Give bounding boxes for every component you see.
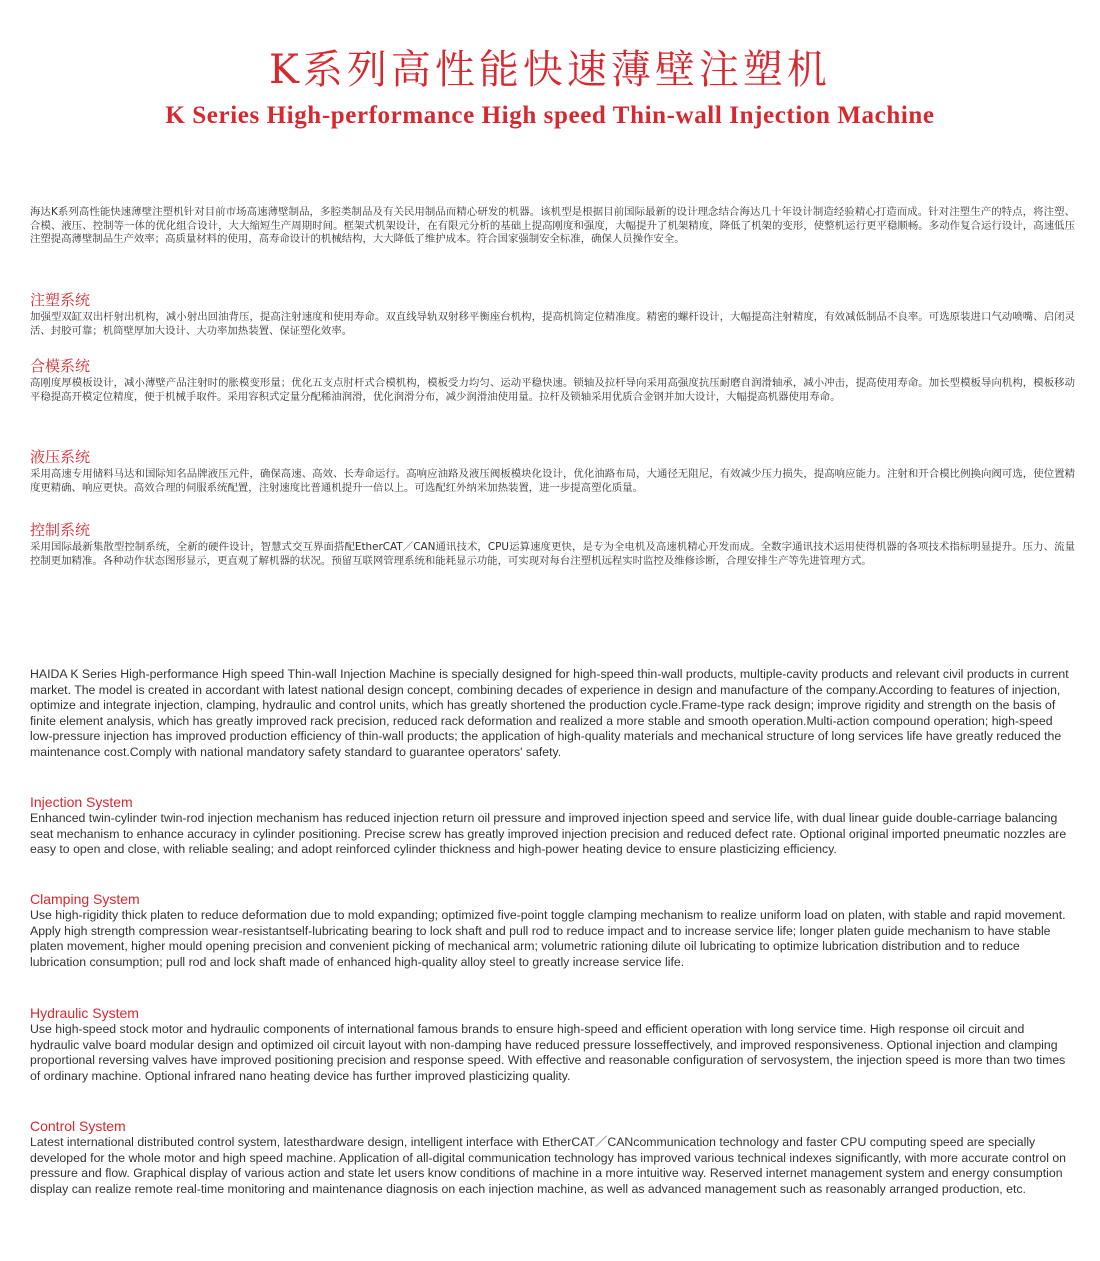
cn-section-body: 采用国际最新集散型控制系统，全新的硬件设计，智慧式交互界面搭配EtherCAT／CAN通讯技术，CPU运算速度更快，是专为全电机及高速机精心开发而成。全数字通讯技术运用使得机器的各项技术指标明显提升。压力、流量控制更加精准。各种动作状态图形显示，更直观了解机器的状况。预留互联网管理系统和能耗显示功能，可实现对每台注塑机远程实时监控及维修诊断，合理安排生产等先进管理方式。 [30, 541, 1075, 567]
en-section-title: Control System [30, 1118, 126, 1134]
cn-section-hydraulic [30, 447, 1075, 495]
en-section-body: Enhanced twin-cylinder twin-rod injection mechanism has reduced injection return oil pressure and improved injection speed and service life, with dual linear guide double-carriage balancing seat mechanism to enhance accuracy in cylinder positioning. Precise screw has greatly improved injection precision and reduced defect rate. Optional original imported pneumatic nozzles are easy to open and close, with reliable sealing; and adopt reinforced cylinder thickness and high-power heating device to ensure plasticizing efficiency. [30, 811, 1067, 856]
cn-section-control [30, 520, 1075, 568]
en-section-body: Use high-speed stock motor and hydraulic components of international famous brands to ensure high-speed and efficient operation with long service time. High response oil circuit and hydraulic valve board modular design and optimized oil circuit layout with non-damping have reduced pressure losseffectively, and improved responsiveness. Optional injection and clamping proportional reversing valves have improved positioning precision and response speed. With effective and reasonable configuration of servosystem, the injection speed is more than two times of ordinary machine. Optional infrared nano heating device has further improved plasticizing quality. [30, 1022, 1066, 1083]
en-section-body: Use high-rigidity thick platen to reduce deformation due to mold expanding; optimized five-point toggle clamping mechanism to realize uniform load on platen, with stable and rapid movement. Apply high strength compression wear-resistantself-lubricating bearing to lock shaft and pull rod to reduce impact and to increase service life; longer platen guide mechanism to have stable platen movement, higher mould opening precision and convenient picking of mechanical arm; volumetric rationing dilute oil lubricating to optimize lubrication distribution and to reduce lubrication consumption; pull rod and lock shaft made of enhanced high-quality alloy steel to greatly increase service life. [30, 908, 1066, 969]
cn-section-title: 注塑系统 [30, 291, 91, 309]
cn-intro-text: 海达K系列高性能快速薄壁注塑机针对目前市场高速薄壁制品，多腔类制品及有关民用制品而精心研发的机器。该机型是根据目前国际最新的设计理念结合海达几十年设计制造经验精心打造而成。针对注塑生产的特点，将注塑、合模、液压、控制等一体的优化组合设计，大大缩短生产周期时间。框架式机架设计，在有限元分析的基础上提高刚度和强度，大幅提升了机架精度，降低了机架的变形，使整机运行更平稳顺畅。多动作复合运行设计，高速低压注塑提高薄壁制品生产效率；高质量材料的使用，高寿命设计的机械结构，大大降低了维护成本。符合国家强制安全标准，确保人员操作安全。 [30, 206, 1075, 246]
en-section-title: Injection System [30, 794, 133, 810]
en-section-title: Clamping System [30, 891, 140, 907]
cn-section-body: 加强型双缸双出杆射出机构，减小射出回油背压，提高注射速度和使用寿命。双直线导轨双射移平衡座台机构，提高机筒定位精准度。精密的螺杆设计，大幅提高注射精度，有效减低制品不良率。可选原装进口气动喷嘴、启闭灵活、封胶可靠；机筒壁厚加大设计、大功率加热装置、保证塑化效率。 [30, 311, 1075, 337]
cn-section-title: 合模系统 [30, 357, 91, 375]
cn-section-clamping [30, 356, 1075, 404]
en-section-title: Hydraulic System [30, 1005, 139, 1021]
page-title-cn: K系列高性能快速薄壁注塑机 [269, 47, 831, 93]
en-section-control [30, 1118, 1075, 1197]
cn-intro [30, 206, 1075, 247]
cn-section-title: 控制系统 [30, 521, 91, 539]
page-title-en: K Series High-performance High speed Thin-wall Injection Machine [165, 102, 935, 129]
en-section-hydraulic [30, 1005, 1075, 1084]
en-intro [30, 667, 1075, 760]
en-section-clamping [30, 891, 1075, 970]
cn-section-body: 采用高速专用储料马达和国际知名品牌液压元件，确保高速、高效、长寿命运行。高响应油路及液压阀板模块化设计，优化油路布局，大通径无阻尼，有效减少压力损失，提高响应能力。注射和开合模比例换向阀可选，使位置精度更精确、响应更快。高效合理的伺服系统配置，注射速度比普通机提升一倍以上。可选配红外纳米加热装置，进一步提高塑化质量。 [30, 468, 1075, 494]
cn-section-body: 高刚度厚模板设计，减小薄壁产品注射时的胀模变形量；优化五支点肘杆式合模机构，模板受力均匀、运动平稳快速。锁轴及拉杆导向采用高强度抗压耐磨自润滑轴承，减小冲击，提高使用寿命。加长型模板导向机构，模板移动平稳提高开模定位精度，便于机械手取件。采用容积式定量分配稀油润滑，优化润滑分布，减少润滑油使用量。拉杆及锁轴采用优质合金钢并加大设计，大幅提高机器使用寿命。 [30, 377, 1075, 403]
cn-section-title: 液压系统 [30, 448, 91, 466]
en-section-injection [30, 794, 1075, 858]
en-intro-text: HAIDA K Series High-performance High speed Thin-wall Injection Machine is specially designed for high-speed thin-wall products, multiple-cavity products and relevant civil products in current market. The model is created in accordant with latest national design concept, combining decades of experience in design and manufacture of the company.According to features of injection, optimize and integrate injection, clamping, hydraulic and control units, which has greatly shortened the production cycle.Frame-type rack design; improve rigidity and strength on the basis of finite element analysis, which has greatly improved rack precision, reduced rack deformation and realized a more stable and smooth operation.Multi-action compound operation; high-speed low-pressure injection has improved production efficiency of thin-wall products; the application of high-quality materials and mechanical structure of long services life have greatly reduced the maintenance cost.Comply with national mandatory safety standard to guarantee operators' safety. [30, 667, 1069, 759]
en-section-body: Latest international distributed control system, latesthardware design, intelligent interface with EtherCAT／CANcommunication technology and faster CPU computing speed are specially developed for the whole motor and high speed machine. Application of all-digital communication technology has improved various technical indexes significantly, with more accurate control on pressure and flow. Graphical display of various action and state let users know conditions of machine in a more intuitive way. Reserved internet management system and energy consumption display can realize remote real-time monitoring and maintenance diagnosis on each injection machine, as well as advanced management such as reasonably arranged production, etc. [30, 1135, 1067, 1196]
cn-section-injection [30, 290, 1075, 338]
